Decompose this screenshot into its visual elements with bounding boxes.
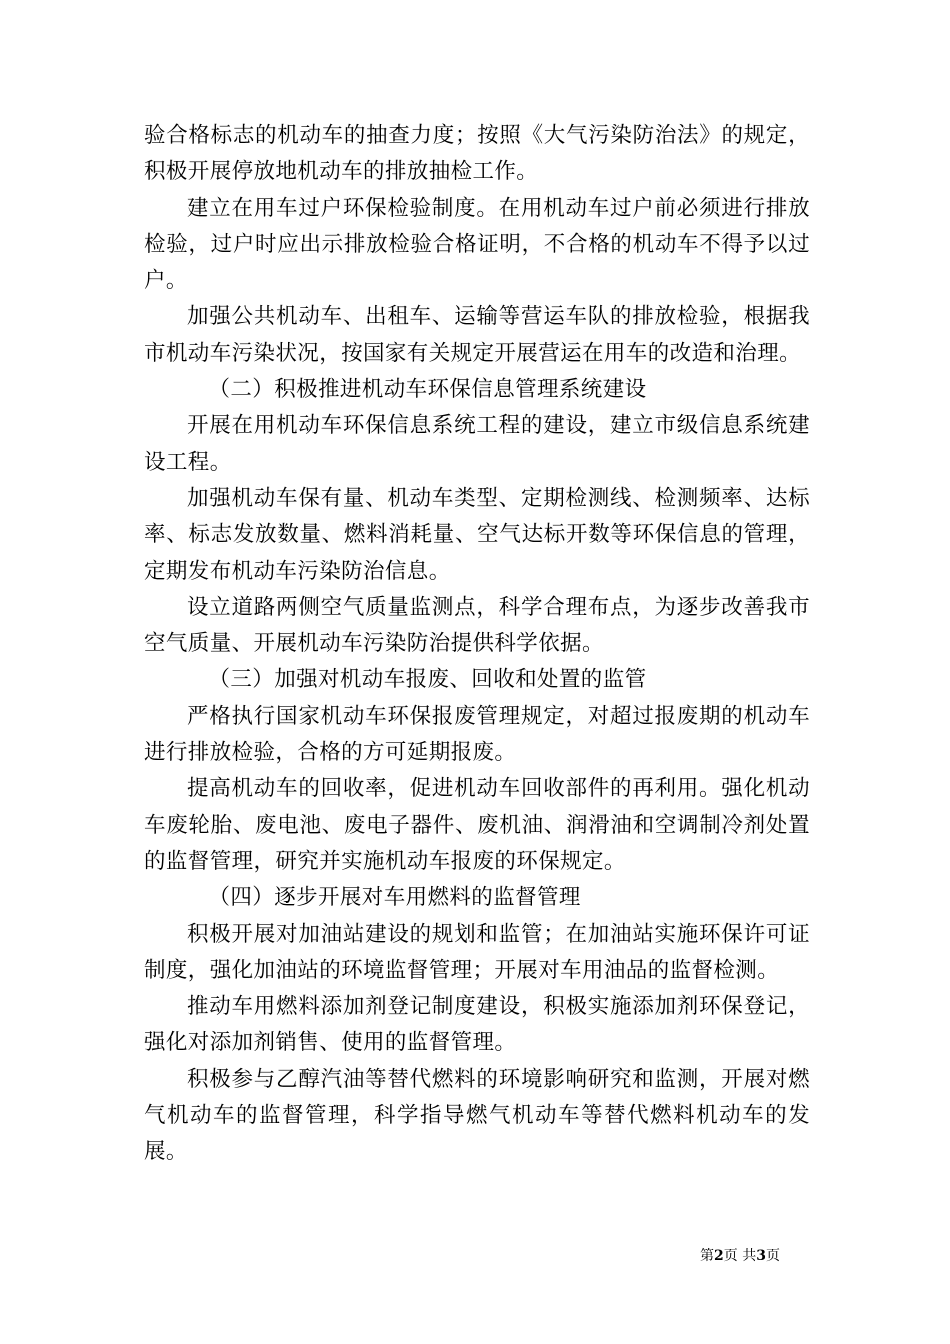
paragraph: 加强机动车保有量、机动车类型、定期检测线、检测频率、达标率、标志发放数量、燃料消耗量、空气达标开数等环保信息的管理，定期发布机动车污染防治信息。 [144, 485, 810, 584]
section-heading: （四）逐步开展对车用燃料的监督管理 [208, 885, 581, 911]
paragraph: 开展在用机动车环保信息系统工程的建设，建立市级信息系统建设工程。 [144, 413, 810, 475]
paragraph: 积极开展对加油站建设的规划和监管；在加油站实施环保许可证制度，强化加油站的环境监督管理；开展对车用油品的监督检测。 [144, 921, 810, 983]
footer-middle: 页 共 [723, 1248, 757, 1264]
current-page-number: 2 [714, 1248, 724, 1264]
paragraph: 严格执行国家机动车环保报废管理规定，对超过报废期的机动车进行排放检验，合格的方可延期报废。 [144, 703, 810, 766]
footer-prefix: 第 [700, 1248, 714, 1264]
paragraph: 积极参与乙醇汽油等替代燃料的环境影响研究和监测，开展对燃气机动车的监督管理，科学指导燃气机动车等替代燃料机动车的发展。 [144, 1066, 810, 1165]
paragraph: 设立道路两侧空气质量监测点，科学合理布点，为逐步改善我市空气质量、开展机动车污染防治提供科学依据。 [144, 594, 810, 657]
document-body [144, 118, 810, 1171]
section-heading: （二）积极推进机动车环保信息管理系统建设 [208, 377, 647, 403]
paragraph: 提高机动车的回收率，促进机动车回收部件的再利用。强化机动车废轮胎、废电池、废电子器件、废机油、润滑油和空调制冷剂处置的监督管理，研究并实施机动车报废的环保规定。 [144, 776, 810, 874]
paragraph: 加强公共机动车、出租车、运输等营运车队的排放检验，根据我市机动车污染状况，按国家有关规定开展营运在用车的改造和治理。 [144, 304, 810, 366]
page-number-footer [700, 1245, 780, 1265]
paragraph: 建立在用车过户环保检验制度。在用机动车过户前必须进行排放检验，过户时应出示排放检验合格证明，不合格的机动车不得予以过户。 [144, 195, 810, 294]
paragraph: 推动车用燃料添加剂登记制度建设，积极实施添加剂环保登记，强化对添加剂销售、使用的监督管理。 [144, 994, 810, 1056]
paragraph-continuation: 验合格标志的机动车的抽查力度；按照《大气污染防治法》的规定，积极开展停放地机动车的排放抽检工作。 [144, 123, 810, 185]
section-heading: （三）加强对机动车报废、回收和处置的监管 [208, 667, 647, 693]
total-page-number: 3 [756, 1248, 766, 1264]
footer-suffix: 页 [765, 1248, 780, 1264]
